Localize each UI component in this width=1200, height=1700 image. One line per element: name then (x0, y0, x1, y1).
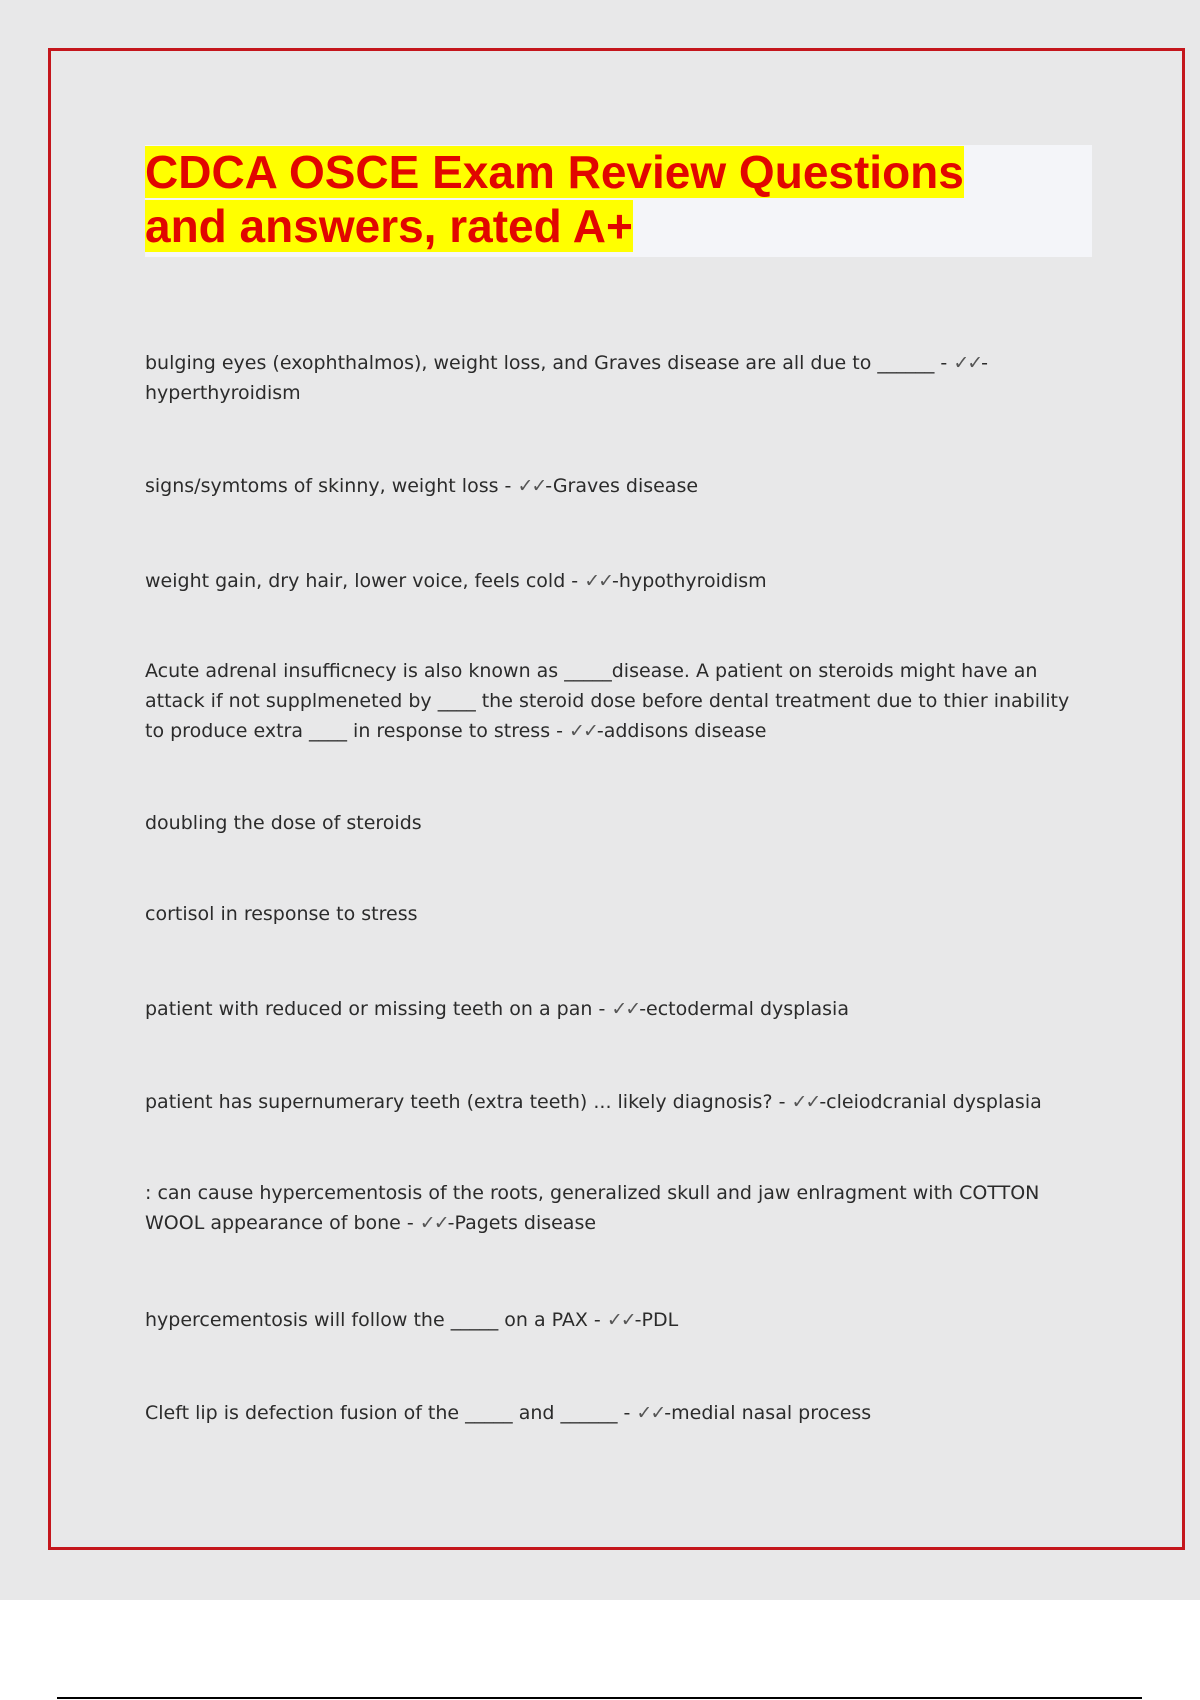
bottom-divider (57, 1697, 1142, 1699)
title-line-1: CDCA OSCE Exam Review Questions (145, 146, 964, 198)
qa-item: patient has supernumerary teeth (extra teeth) ... likely diagnosis? - ✓✓-cleiodcranial dysplasia (145, 1091, 1042, 1113)
qa-item: weight gain, dry hair, lower voice, feels cold - ✓✓-hypothyroidism (145, 570, 767, 592)
qa-item: doubling the dose of steroids (145, 812, 422, 834)
qa-item: signs/symtoms of skinny, weight loss - ✓✓-Graves disease (145, 475, 699, 497)
qa-item: : can cause hypercementosis of the roots, generalized skull and jaw enlragment with COTTON WOOL appearance of bone - ✓✓-Pagets disease (145, 1182, 1040, 1234)
double-check-icon: ✓✓ (953, 352, 982, 374)
title-block (145, 145, 1092, 257)
double-check-icon: ✓✓ (606, 1309, 635, 1331)
double-check-icon: ✓✓ (517, 475, 546, 497)
qa-item: bulging eyes (exophthalmos), weight loss, and Graves disease are all due to ______ - ✓✓-hyperthyroidism (145, 352, 989, 404)
qa-item: patient with reduced or missing teeth on a pan - ✓✓-ectodermal dysplasia (145, 998, 849, 1020)
double-check-icon: ✓✓ (791, 1091, 820, 1113)
qa-item: Cleft lip is defection fusion of the _____ and ______ - ✓✓-medial nasal process (145, 1402, 872, 1424)
double-check-icon: ✓✓ (419, 1212, 448, 1234)
double-check-icon: ✓✓ (636, 1402, 665, 1424)
qa-item: Acute adrenal insufficnecy is also known as _____disease. A patient on steroids might have an attack if not supplmeneted by ____ the steroid dose before dental treatment due to thier inability to produce extra ____ in response to stress - ✓✓-addisons disease (145, 660, 1070, 742)
double-check-icon: ✓✓ (569, 720, 597, 742)
title-line-2: and answers, rated A+ (145, 200, 633, 252)
document-title (145, 145, 1092, 253)
qa-item: hypercementosis will follow the _____ on a PAX - ✓✓-PDL (145, 1309, 679, 1331)
double-check-icon: ✓✓ (611, 998, 640, 1020)
double-check-icon: ✓✓ (584, 570, 613, 592)
qa-item: cortisol in response to stress (145, 903, 418, 925)
